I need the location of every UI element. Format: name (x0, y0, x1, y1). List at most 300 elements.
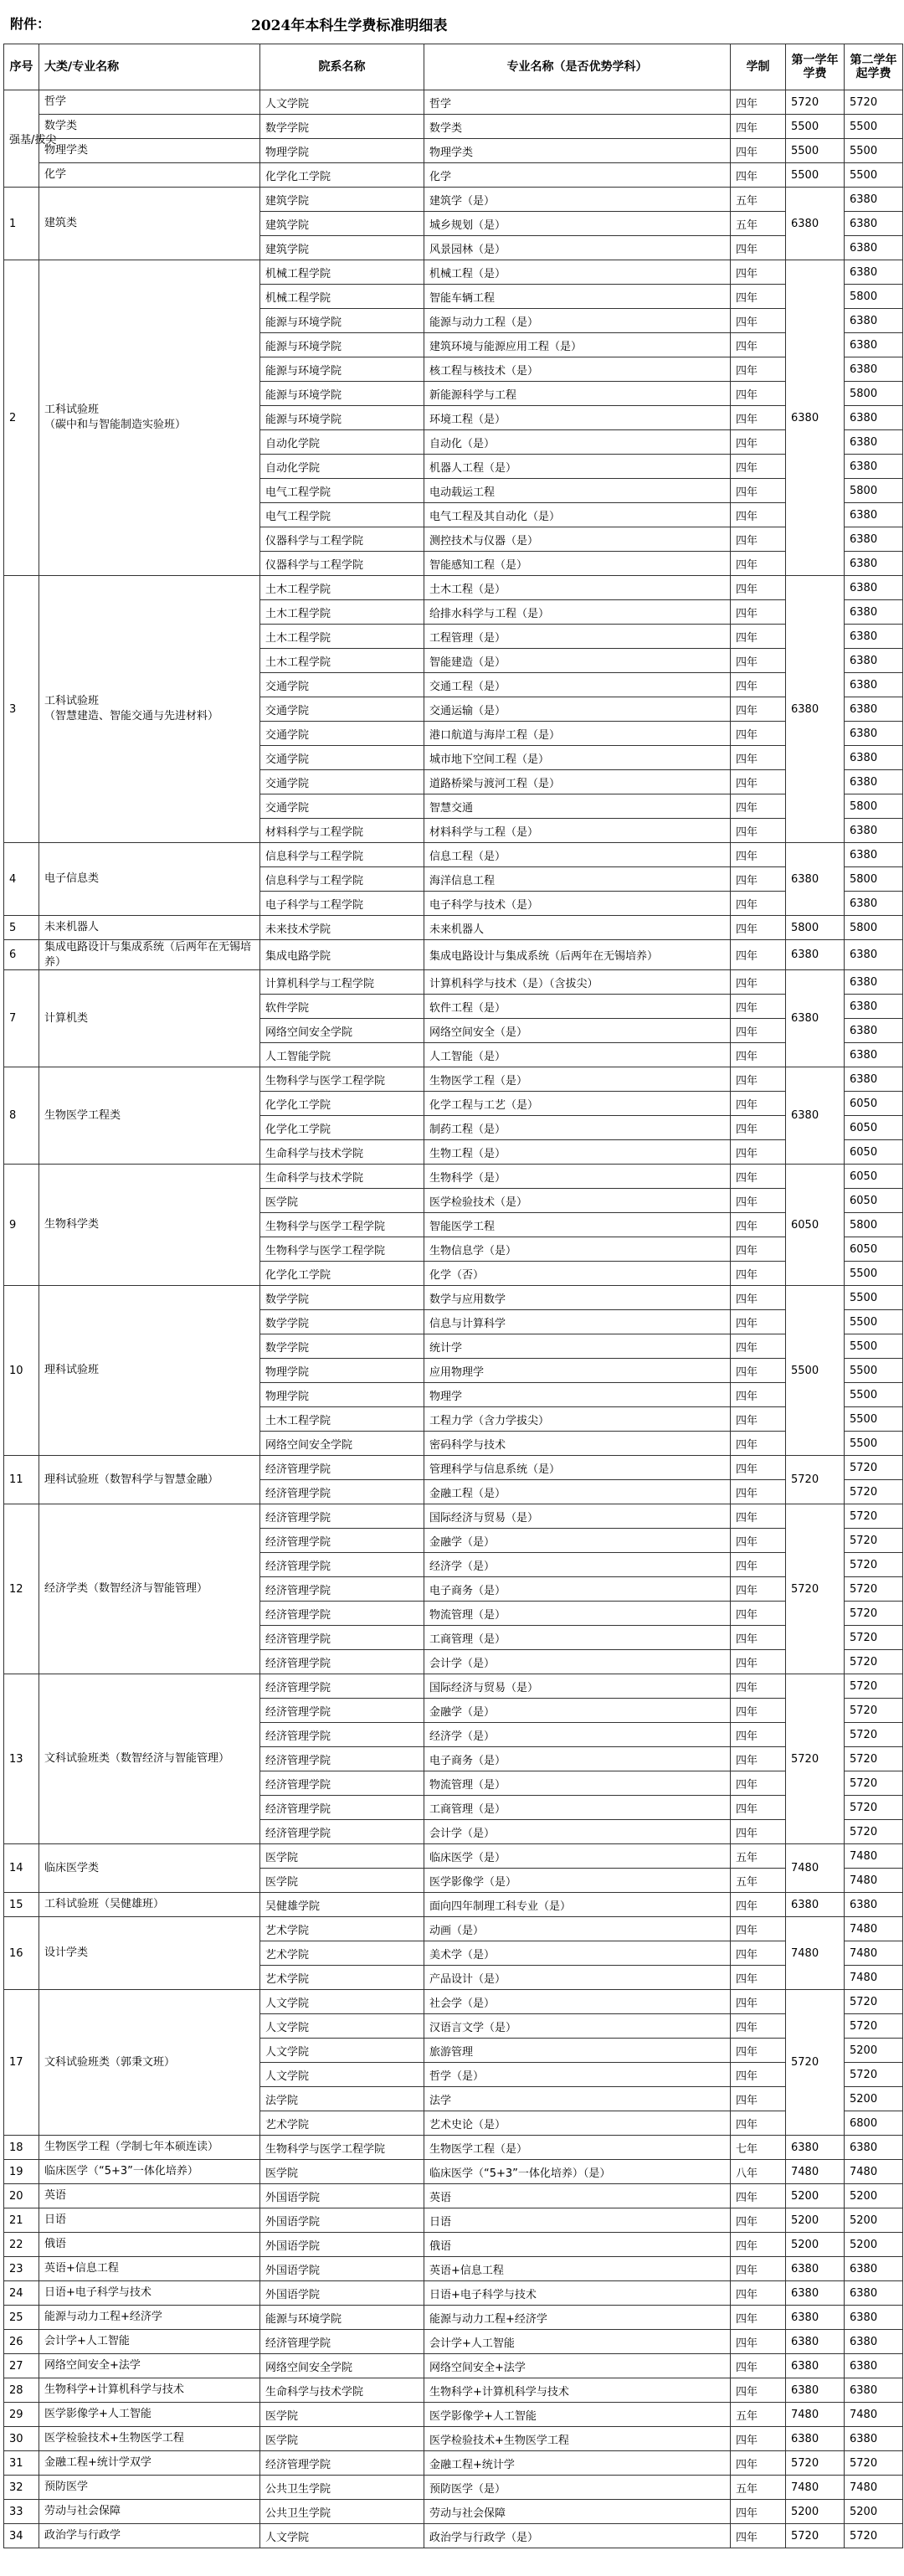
fee-table (3, 44, 903, 2548)
row-number: 20 (4, 2184, 39, 2208)
category-name: 电子信息类 (39, 843, 260, 916)
college-name: 法学院 (260, 2087, 424, 2111)
duration: 八年 (731, 2160, 786, 2184)
major-name: 生物医学工程（是） (424, 1067, 731, 1092)
later-year-fee: 6380 (845, 552, 903, 576)
later-year-fee: 5720 (845, 1699, 903, 1723)
page-header (0, 0, 904, 44)
college-name: 信息科学与工程学院 (260, 867, 424, 892)
duration: 四年 (731, 2500, 786, 2524)
later-year-fee: 6380 (845, 1067, 903, 1092)
later-year-fee: 6380 (845, 673, 903, 697)
first-year-fee: 5720 (786, 2451, 845, 2476)
table-row (4, 2281, 903, 2306)
college-name: 自动化学院 (260, 455, 424, 479)
later-year-fee: 5800 (845, 1213, 903, 1237)
later-year-fee: 6380 (845, 260, 903, 285)
duration: 四年 (731, 1941, 786, 1966)
later-year-fee: 6380 (845, 2257, 903, 2281)
later-year-fee: 5720 (845, 2451, 903, 2476)
major-name: 经济学（是） (424, 1553, 731, 1577)
row-number: 31 (4, 2451, 39, 2476)
college-name: 能源与环境学院 (260, 382, 424, 406)
major-name: 汉语言文学（是） (424, 2014, 731, 2039)
category-name: 设计学类 (39, 1917, 260, 1990)
duration: 四年 (731, 2281, 786, 2306)
major-name: 网络空间安全+法学 (424, 2354, 731, 2378)
college-name: 经济管理学院 (260, 1553, 424, 1577)
college-name: 经济管理学院 (260, 1723, 424, 1747)
college-name: 仪器科学与工程学院 (260, 552, 424, 576)
first-year-fee: 5720 (786, 2524, 845, 2548)
later-year-fee: 6380 (845, 2136, 903, 2160)
duration: 四年 (731, 673, 786, 697)
major-name: 社会学（是） (424, 1990, 731, 2014)
row-number: 16 (4, 1917, 39, 1990)
duration: 四年 (731, 115, 786, 139)
major-name: 医学检验技术+生物医学工程 (424, 2427, 731, 2451)
duration: 四年 (731, 430, 786, 455)
table-row (4, 1990, 903, 2014)
header-duration: 学制 (731, 44, 786, 90)
later-year-fee: 5720 (845, 90, 903, 115)
college-name: 人文学院 (260, 2039, 424, 2063)
duration: 四年 (731, 1262, 786, 1286)
first-year-fee: 6380 (786, 2306, 845, 2330)
table-row (4, 260, 903, 285)
header-college: 院系名称 (260, 44, 424, 90)
duration: 四年 (731, 1383, 786, 1407)
later-year-fee: 5500 (845, 1262, 903, 1286)
attachment-label: 附件： (10, 16, 51, 32)
college-name: 交通学院 (260, 673, 424, 697)
duration: 四年 (731, 1189, 786, 1213)
row-number: 24 (4, 2281, 39, 2306)
first-year-fee: 6380 (786, 2330, 845, 2354)
duration: 四年 (731, 794, 786, 819)
table-row (4, 916, 903, 940)
duration: 四年 (731, 1577, 786, 1602)
first-year-fee: 7480 (786, 2403, 845, 2427)
major-name: 哲学 (424, 90, 731, 115)
later-year-fee: 7480 (845, 1917, 903, 1941)
first-year-fee: 7480 (786, 2476, 845, 2500)
duration: 四年 (731, 503, 786, 527)
college-name: 经济管理学院 (260, 1626, 424, 1650)
major-name: 智能车辆工程 (424, 285, 731, 309)
row-number: 26 (4, 2330, 39, 2354)
college-name: 物理学院 (260, 139, 424, 163)
duration: 四年 (731, 236, 786, 260)
college-name: 化学化工学院 (260, 1116, 424, 1140)
duration: 四年 (731, 479, 786, 503)
row-number: 5 (4, 916, 39, 940)
later-year-fee: 6380 (845, 1893, 903, 1917)
college-name: 人文学院 (260, 1990, 424, 2014)
later-year-fee: 5500 (845, 139, 903, 163)
duration: 四年 (731, 285, 786, 309)
table-row (4, 2233, 903, 2257)
later-year-fee: 6380 (845, 527, 903, 552)
table-row (4, 2524, 903, 2548)
duration: 四年 (731, 1553, 786, 1577)
duration: 四年 (731, 1480, 786, 1504)
row-number: 33 (4, 2500, 39, 2524)
major-name: 城乡规划（是） (424, 212, 731, 236)
row-number: 10 (4, 1286, 39, 1456)
major-name: 医学影像学（是） (424, 1869, 731, 1893)
major-name: 风景园林（是） (424, 236, 731, 260)
duration: 四年 (731, 1747, 786, 1771)
duration: 四年 (731, 2087, 786, 2111)
row-number: 3 (4, 576, 39, 843)
later-year-fee: 6380 (845, 1019, 903, 1043)
college-name: 经济管理学院 (260, 1674, 424, 1699)
later-year-fee: 6380 (845, 625, 903, 649)
duration: 四年 (731, 819, 786, 843)
later-year-fee: 5720 (845, 2524, 903, 2548)
duration: 四年 (731, 1626, 786, 1650)
college-name: 外国语学院 (260, 2233, 424, 2257)
table-row (4, 2500, 903, 2524)
major-name: 土木工程（是） (424, 576, 731, 600)
first-year-fee: 7480 (786, 2160, 845, 2184)
duration: 四年 (731, 576, 786, 600)
category-name: 生物科学类 (39, 1165, 260, 1286)
major-name: 会计学+人工智能 (424, 2330, 731, 2354)
row-number: 9 (4, 1165, 39, 1286)
college-name: 建筑学院 (260, 212, 424, 236)
later-year-fee: 5800 (845, 867, 903, 892)
later-year-fee: 5500 (845, 1286, 903, 1310)
later-year-fee: 5720 (845, 1990, 903, 2014)
row-number: 17 (4, 1990, 39, 2136)
college-name: 物理学院 (260, 1359, 424, 1383)
college-name: 公共卫生学院 (260, 2476, 424, 2500)
category-name: 物理学类 (39, 139, 260, 163)
later-year-fee: 6380 (845, 188, 903, 212)
college-name: 化学化工学院 (260, 1262, 424, 1286)
duration: 四年 (731, 1067, 786, 1092)
duration: 四年 (731, 1529, 786, 1553)
college-name: 电气工程学院 (260, 479, 424, 503)
duration: 四年 (731, 995, 786, 1019)
later-year-fee: 6380 (845, 212, 903, 236)
duration: 四年 (731, 552, 786, 576)
header-major: 专业名称（是否优势学科） (424, 44, 731, 90)
row-number: 30 (4, 2427, 39, 2451)
row-number: 28 (4, 2378, 39, 2403)
table-row (4, 2306, 903, 2330)
row-number: 8 (4, 1067, 39, 1165)
duration: 四年 (731, 2451, 786, 2476)
duration: 四年 (731, 1213, 786, 1237)
duration: 四年 (731, 2039, 786, 2063)
page-title: 2024年本科生学费标准明细表 (251, 18, 448, 34)
college-name: 医学院 (260, 1869, 424, 1893)
major-name: 制药工程（是） (424, 1116, 731, 1140)
first-year-fee: 5200 (786, 2500, 845, 2524)
category-name: 预防医学 (39, 2476, 260, 2500)
college-name: 经济管理学院 (260, 1699, 424, 1723)
duration: 四年 (731, 90, 786, 115)
college-name: 数学学院 (260, 1286, 424, 1310)
college-name: 人文学院 (260, 90, 424, 115)
duration: 四年 (731, 843, 786, 867)
major-name: 自动化（是） (424, 430, 731, 455)
later-year-fee: 5800 (845, 916, 903, 940)
major-name: 临床医学（是） (424, 1844, 731, 1869)
duration: 五年 (731, 1869, 786, 1893)
first-year-fee: 5720 (786, 1674, 845, 1844)
major-name: 生物科学（是） (424, 1165, 731, 1189)
duration: 四年 (731, 1893, 786, 1917)
college-name: 土木工程学院 (260, 576, 424, 600)
later-year-fee: 6380 (845, 2306, 903, 2330)
major-name: 俄语 (424, 2233, 731, 2257)
table-row (4, 1286, 903, 1310)
first-year-fee: 6380 (786, 1893, 845, 1917)
major-name: 金融学（是） (424, 1699, 731, 1723)
later-year-fee: 7480 (845, 2476, 903, 2500)
category-name: 俄语 (39, 2233, 260, 2257)
category-name: 哲学 (39, 90, 260, 115)
college-name: 人文学院 (260, 2524, 424, 2548)
college-name: 经济管理学院 (260, 1529, 424, 1553)
first-year-fee: 5500 (786, 115, 845, 139)
first-year-fee: 6380 (786, 576, 845, 843)
college-name: 自动化学院 (260, 430, 424, 455)
college-name: 经济管理学院 (260, 2330, 424, 2354)
college-name: 土木工程学院 (260, 1407, 424, 1432)
table-row (4, 1067, 903, 1092)
table-row (4, 90, 903, 115)
duration: 四年 (731, 2524, 786, 2548)
college-name: 生物科学与医学工程学院 (260, 1213, 424, 1237)
major-name: 计算机科学与技术（是）（含拔尖） (424, 970, 731, 995)
duration: 四年 (731, 2063, 786, 2087)
major-name: 工程力学（含力学拔尖） (424, 1407, 731, 1432)
later-year-fee: 5500 (845, 115, 903, 139)
college-name: 软件学院 (260, 995, 424, 1019)
table-header-row (4, 44, 903, 90)
duration: 四年 (731, 2184, 786, 2208)
duration: 四年 (731, 1310, 786, 1334)
later-year-fee: 6380 (845, 970, 903, 995)
row-number: 23 (4, 2257, 39, 2281)
college-name: 生命科学与技术学院 (260, 1165, 424, 1189)
duration: 四年 (731, 309, 786, 333)
duration: 四年 (731, 625, 786, 649)
major-name: 英语+信息工程 (424, 2257, 731, 2281)
college-name: 信息科学与工程学院 (260, 843, 424, 867)
duration: 四年 (731, 2378, 786, 2403)
major-name: 建筑学（是） (424, 188, 731, 212)
row-number: 25 (4, 2306, 39, 2330)
college-name: 医学院 (260, 2427, 424, 2451)
major-name: 预防医学（是） (424, 2476, 731, 2500)
duration: 四年 (731, 867, 786, 892)
duration: 四年 (731, 1966, 786, 1990)
row-number: 4 (4, 843, 39, 916)
later-year-fee: 5720 (845, 2063, 903, 2087)
duration: 四年 (731, 333, 786, 357)
duration: 四年 (731, 649, 786, 673)
college-name: 电气工程学院 (260, 503, 424, 527)
later-year-fee: 6380 (845, 455, 903, 479)
category-name: 日语 (39, 2208, 260, 2233)
later-year-fee: 6050 (845, 1165, 903, 1189)
duration: 四年 (731, 940, 786, 970)
header-category: 大类/专业名称 (39, 44, 260, 90)
later-year-fee: 5720 (845, 1480, 903, 1504)
later-year-fee: 6050 (845, 1189, 903, 1213)
major-name: 化学工程与工艺（是） (424, 1092, 731, 1116)
duration: 四年 (731, 2306, 786, 2330)
major-name: 金融工程（是） (424, 1480, 731, 1504)
table-row (4, 1456, 903, 1480)
major-name: 集成电路设计与集成系统（后两年在无锡培养） (424, 940, 731, 970)
row-number: 13 (4, 1674, 39, 1844)
major-name: 城市地下空间工程（是） (424, 746, 731, 770)
college-name: 外国语学院 (260, 2184, 424, 2208)
major-name: 道路桥梁与渡河工程（是） (424, 770, 731, 794)
college-name: 生命科学与技术学院 (260, 1140, 424, 1165)
college-name: 能源与环境学院 (260, 333, 424, 357)
later-year-fee: 6380 (845, 892, 903, 916)
later-year-fee: 6050 (845, 1140, 903, 1165)
first-year-fee: 6380 (786, 2354, 845, 2378)
duration: 四年 (731, 357, 786, 382)
duration: 四年 (731, 1359, 786, 1383)
later-year-fee: 5720 (845, 1602, 903, 1626)
later-year-fee: 5500 (845, 1407, 903, 1432)
college-name: 土木工程学院 (260, 649, 424, 673)
college-name: 艺术学院 (260, 2111, 424, 2136)
table-row (4, 2208, 903, 2233)
duration: 四年 (731, 1140, 786, 1165)
later-year-fee: 6800 (845, 2111, 903, 2136)
later-year-fee: 5500 (845, 163, 903, 188)
duration: 四年 (731, 2014, 786, 2039)
college-name: 建筑学院 (260, 236, 424, 260)
later-year-fee: 5720 (845, 1577, 903, 1602)
college-name: 医学院 (260, 2403, 424, 2427)
major-name: 密码科学与技术 (424, 1432, 731, 1456)
college-name: 材料科学与工程学院 (260, 819, 424, 843)
later-year-fee: 6380 (845, 1043, 903, 1067)
duration: 四年 (731, 970, 786, 995)
row-number: 18 (4, 2136, 39, 2160)
college-name: 网络空间安全学院 (260, 2354, 424, 2378)
major-name: 机械工程（是） (424, 260, 731, 285)
college-name: 能源与环境学院 (260, 406, 424, 430)
table-row (4, 2354, 903, 2378)
duration: 四年 (731, 260, 786, 285)
major-name: 物理学 (424, 1383, 731, 1407)
duration: 四年 (731, 2111, 786, 2136)
later-year-fee: 7480 (845, 1966, 903, 1990)
duration: 四年 (731, 2233, 786, 2257)
table-row (4, 1165, 903, 1189)
duration: 四年 (731, 916, 786, 940)
major-name: 英语 (424, 2184, 731, 2208)
duration: 四年 (731, 455, 786, 479)
first-year-fee: 7480 (786, 1917, 845, 1990)
major-name: 日语+电子科学与技术 (424, 2281, 731, 2306)
major-name: 电动载运工程 (424, 479, 731, 503)
later-year-fee: 7480 (845, 2160, 903, 2184)
major-name: 电气工程及其自动化（是） (424, 503, 731, 527)
later-year-fee: 5720 (845, 1504, 903, 1529)
later-year-fee: 5800 (845, 479, 903, 503)
duration: 四年 (731, 1432, 786, 1456)
later-year-fee: 5720 (845, 2014, 903, 2039)
major-name: 艺术史论（是） (424, 2111, 731, 2136)
college-name: 人文学院 (260, 2063, 424, 2087)
major-name: 智能医学工程 (424, 1213, 731, 1237)
row-number: 15 (4, 1893, 39, 1917)
duration: 五年 (731, 212, 786, 236)
major-name: 国际经济与贸易（是） (424, 1504, 731, 1529)
college-name: 生物科学与医学工程学院 (260, 1237, 424, 1262)
college-name: 经济管理学院 (260, 1747, 424, 1771)
later-year-fee: 5800 (845, 794, 903, 819)
later-year-fee: 6380 (845, 649, 903, 673)
first-year-fee: 6380 (786, 2136, 845, 2160)
college-name: 经济管理学院 (260, 1602, 424, 1626)
later-year-fee: 5500 (845, 1359, 903, 1383)
duration: 四年 (731, 1019, 786, 1043)
major-name: 产品设计（是） (424, 1966, 731, 1990)
later-year-fee: 5500 (845, 1310, 903, 1334)
major-name: 未来机器人 (424, 916, 731, 940)
row-number: 1 (4, 188, 39, 260)
later-year-fee: 5720 (845, 1456, 903, 1480)
row-number: 7 (4, 970, 39, 1067)
major-name: 信息工程（是） (424, 843, 731, 867)
major-name: 法学 (424, 2087, 731, 2111)
duration: 四年 (731, 600, 786, 625)
later-year-fee: 5720 (845, 1747, 903, 1771)
duration: 四年 (731, 2330, 786, 2354)
table-row (4, 2451, 903, 2476)
college-name: 经济管理学院 (260, 1771, 424, 1796)
first-year-fee: 7480 (786, 1844, 845, 1893)
later-year-fee: 5800 (845, 285, 903, 309)
row-number: 12 (4, 1504, 39, 1674)
category-name: 工科试验班 （智慧建造、智能交通与先进材料） (39, 576, 260, 843)
duration: 四年 (731, 1456, 786, 1480)
major-name: 面向四年制理工科专业（是） (424, 1893, 731, 1917)
college-name: 建筑学院 (260, 188, 424, 212)
later-year-fee: 5720 (845, 1723, 903, 1747)
later-year-fee: 6380 (845, 600, 903, 625)
major-name: 生物科学+计算机科学与技术 (424, 2378, 731, 2403)
later-year-fee: 5800 (845, 382, 903, 406)
table-row (4, 1504, 903, 1529)
first-year-fee: 6380 (786, 2281, 845, 2306)
duration: 七年 (731, 2136, 786, 2160)
college-name: 能源与环境学院 (260, 357, 424, 382)
category-name: 数学类 (39, 115, 260, 139)
major-name: 旅游管理 (424, 2039, 731, 2063)
college-name: 经济管理学院 (260, 1796, 424, 1820)
duration: 四年 (731, 1820, 786, 1844)
college-name: 外国语学院 (260, 2208, 424, 2233)
major-name: 建筑环境与能源应用工程（是） (424, 333, 731, 357)
table-row (4, 1893, 903, 1917)
